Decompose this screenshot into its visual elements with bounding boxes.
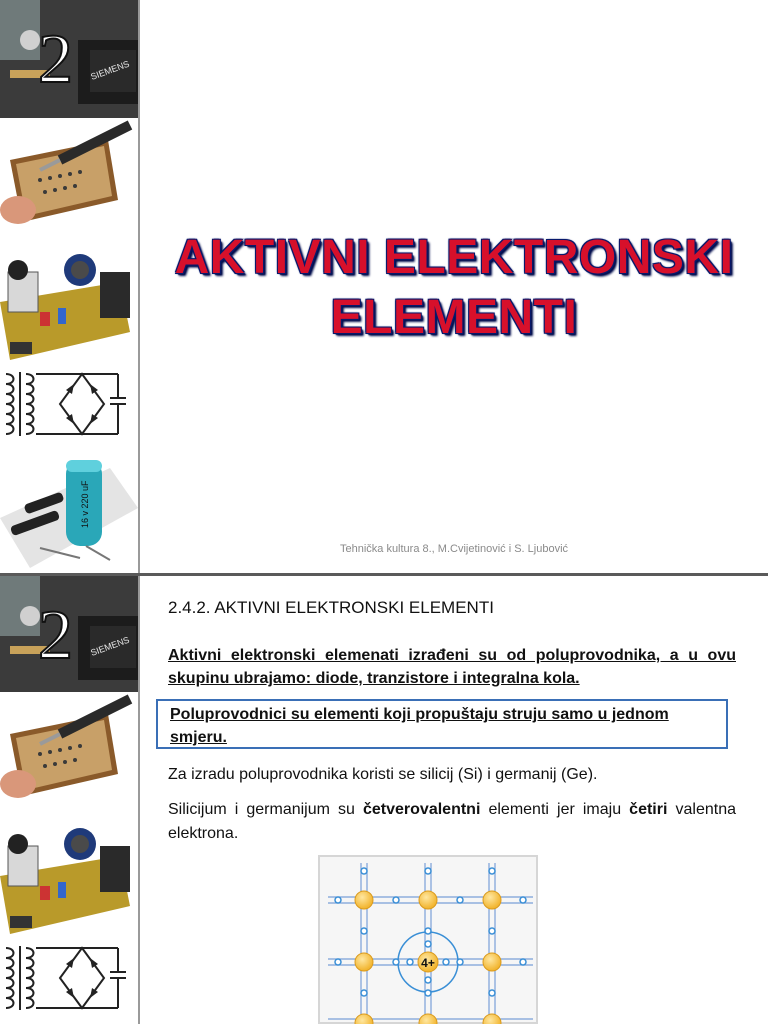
bridge-rectifier-schematic: [0, 364, 138, 446]
crystal-lattice-figure: [318, 855, 538, 1029]
materials-paragraph: Za izradu poluprovodnika koristi se silicij (Si) i germanij (Ge).: [168, 766, 598, 783]
slide-title-line1: AKTIVNI ELEKTRONSKI: [174, 231, 734, 284]
soldering-photo: [0, 120, 138, 238]
svg-text:16 v 220 uF: 16 v 220 uF: [80, 480, 90, 528]
slide-title: [140, 228, 768, 348]
bridge-rectifier-schematic: [0, 938, 138, 1024]
chip-photo: [0, 0, 138, 118]
capacitor-photo: [0, 448, 138, 572]
section-heading: 2.4.2. AKTIVNI ELEKTRONSKI ELEMENTI: [168, 598, 494, 617]
slide-sidebar: [0, 576, 140, 1024]
slide-title-line2: ELEMENTI: [330, 291, 578, 344]
chapter-number: 2: [38, 21, 73, 98]
circuit-board-photo: [0, 242, 138, 362]
chapter-number: 2: [38, 597, 73, 674]
circuit-board-photo: [0, 816, 138, 936]
chip-label: SIEMENS: [89, 634, 131, 658]
definition-box: Poluprovodnici su elementi koji propuštaju struju samo u jednom smjeru.: [156, 699, 728, 749]
soldering-photo: [0, 694, 138, 812]
slide-footer: Tehnička kultura 8., M.Cvijetinović i S. Ljubović: [339, 543, 569, 555]
nucleus-label: 4+: [421, 956, 435, 970]
chip-label: SIEMENS: [89, 58, 131, 82]
chip-photo: [0, 576, 138, 692]
valence-paragraph: Silicijum i germanijum su četverovalentni elementi jer imaju četiri valentna elektrona.: [168, 801, 736, 842]
slide-sidebar: [0, 0, 140, 574]
intro-paragraph: Aktivni elektronski elemenati izrađeni su od poluprovodnika, a u ovu skupinu ubrajamo: diode, tranzistore i integralna kola.: [168, 647, 736, 687]
